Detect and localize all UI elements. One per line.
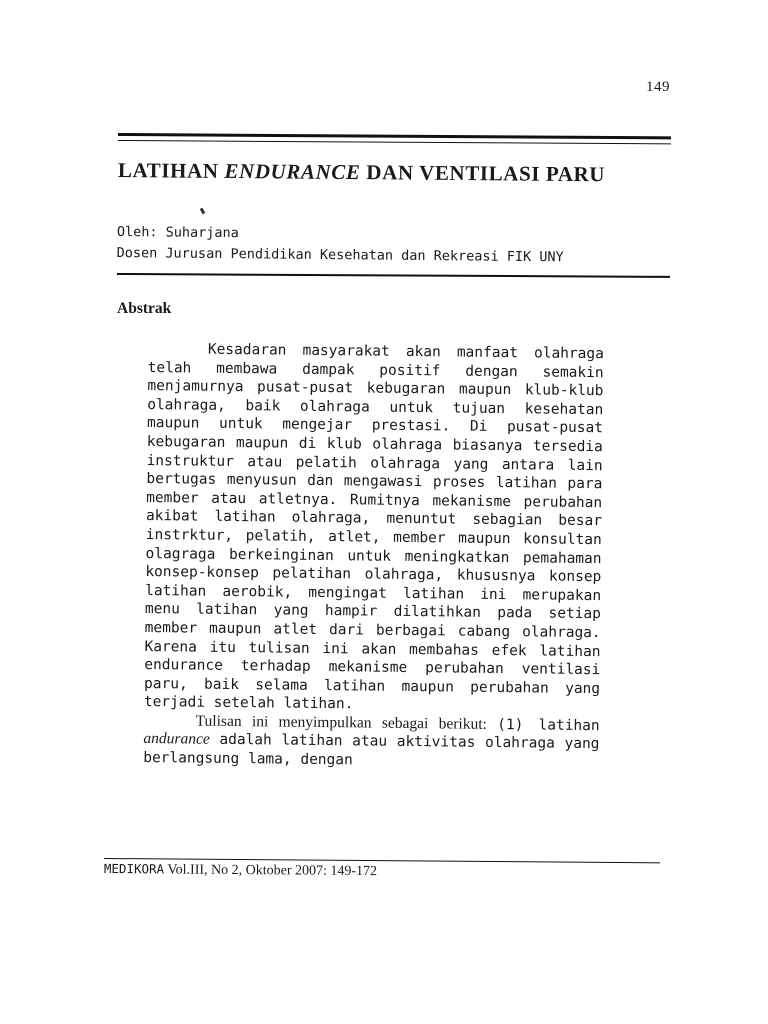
paragraph-2-item-rest: adalah latihan atau aktivitas olahraga yang berlangsung lama, dengan [143, 732, 600, 769]
title-part-1: LATIHAN [117, 158, 225, 183]
title-part-3: DAN VENTILASI PARU [360, 160, 606, 187]
page-number: 149 [646, 79, 670, 95]
title-part-2: ENDURANCE [224, 158, 361, 185]
footer-citation [104, 861, 660, 882]
journal-name: MEDIKORA [103, 860, 165, 877]
author-name: Oleh: Suharjana [116, 223, 239, 242]
author-block [117, 222, 677, 269]
paragraph-2-lead: Tulisan ini menyimpulkan sebagai berikut: [195, 712, 487, 733]
scan-speck [200, 208, 206, 215]
header-rule-thin [118, 140, 671, 144]
header-rule-thick [118, 133, 671, 139]
article-title [118, 158, 678, 188]
author-rule [117, 273, 670, 278]
paragraph-2-item-prefix: (1) latihan [497, 716, 600, 735]
journal-citation: Vol.III, No 2, Oktober 2007: 149-172 [164, 862, 378, 880]
abstract-paragraph-2 [143, 712, 600, 773]
author-affiliation: Dosen Jurusan Pendidikan Kesehatan dan Rekreasi FIK UNY [116, 244, 564, 266]
abstract-heading: Abstrak [117, 300, 172, 317]
abstract-body [143, 340, 604, 773]
abstract-paragraph-1: Kesadaran masyarakat akan manfaat olahraga telah membawa dampak positif dengan semakin menjamurnya pusat-pusat kebugaran maupun klub-klub olahraga, baik olahraga untuk tujuan kesehatan maupun untuk mengejar prestasi. Di pusat-pusat kebugaran maupun di klub olahraga biasanya tersedia instruktur atau pelatih olahraga yang antara lain bertugas menyusun dan mengawasi proses latihan para member atau atletnya. Rumitnya mekanisme perubahan akibat latihan olahraga, menuntut sebagian besar instrktur, pelatih, atlet, member maupun konsultan olagraga berkeinginan untuk meningkatkan pemahaman konsep-konsep pelatihan olahraga, khususnya konsep latihan aerobik, mengingat latihan ini merupakan menu latihan yang hampir dilatihkan pada setiap member maupun atlet dari berbagai cabang olahraga. Karena itu tulisan ini akan membahas efek latihan endurance terhadap mekanisme perubahan ventilasi paru, baik selama latihan maupun perubahan yang terjadi setelah latihan. [143, 341, 604, 713]
paragraph-2-item-italic: andurance [143, 730, 210, 749]
page-footer [104, 858, 660, 882]
